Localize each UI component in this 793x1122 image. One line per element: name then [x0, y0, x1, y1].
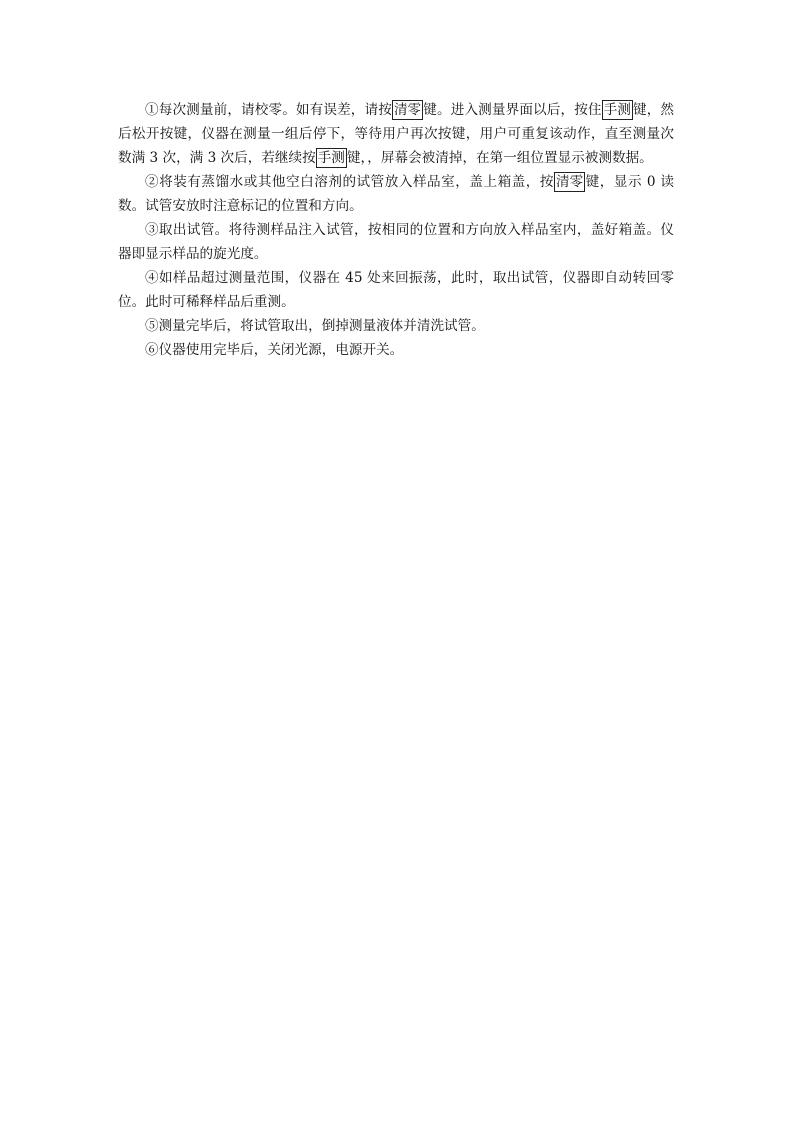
step-text: ⑤测量完毕后，将试管取出，倒掉测量液体并清洗试管。 — [145, 318, 485, 334]
step-5-paragraph — [118, 314, 674, 338]
step-2-paragraph — [118, 170, 674, 218]
clear-zero-key-label: 清零 — [555, 174, 584, 190]
step-1-paragraph — [118, 98, 674, 170]
manual-measure-key-label: 手测 — [603, 102, 631, 118]
step-4-paragraph — [118, 266, 674, 314]
step-text: ⑥仪器使用完毕后，关闭光源，电源开关。 — [145, 342, 404, 358]
step-3-paragraph — [118, 218, 674, 266]
procedure-text — [118, 98, 674, 362]
step-text: ①每次测量前，请校零。如有误差，请按 — [145, 102, 392, 118]
manual-measure-key-label: 手测 — [317, 150, 345, 166]
step-text: 键。进入测量界面以后，按住 — [423, 102, 602, 118]
step-text: ②将装有蒸馏水或其他空白溶剂的试管放入样品室，盖上箱盖，按 — [145, 174, 554, 190]
clear-zero-key-label: 清零 — [393, 102, 422, 118]
step-text: ③取出试管。将待测样品注入试管，按相同的位置和方向放入样品室内，盖好箱盖。仪器即显示样品的旋光度。 — [118, 222, 674, 262]
step-text: 键，显示 0 读数。试管安放时注意标记的位置和方向。 — [118, 174, 674, 214]
step-text: ④如样品超过测量范围，仪器在 45 处来回振荡，此时，取出试管，仪器即自动转回零位。此时可稀释样品后重测。 — [118, 270, 674, 310]
step-text: 键，，屏幕会被清掉，在第一组位置显示被测数据。 — [346, 150, 653, 166]
step-text: 键，然后松开按键，仪器在测量一组后停下，等待用户再次按键，用户可重复该动作，直至测量次数满 3 次，满 3 次后，若继续按 — [118, 102, 675, 166]
step-6-paragraph — [118, 338, 674, 362]
